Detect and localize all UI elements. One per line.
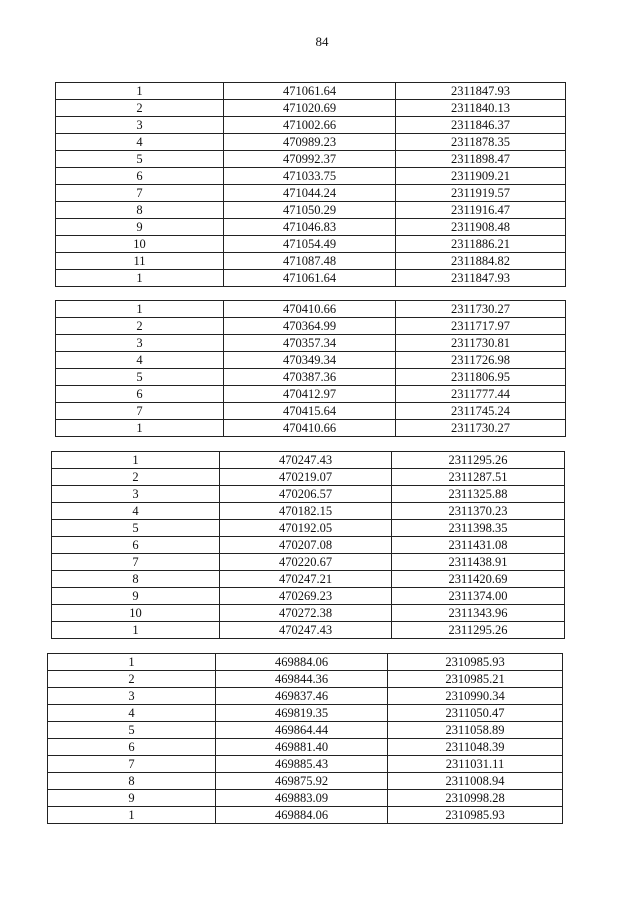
table-row (52, 537, 565, 554)
point-number-cell: 1 (48, 807, 216, 824)
point-number-cell: 2 (48, 671, 216, 688)
x-coordinate-cell: 469837.46 (216, 688, 388, 705)
table-row (52, 520, 565, 537)
y-coordinate-cell: 2310985.93 (388, 807, 563, 824)
x-coordinate-cell: 470989.23 (224, 134, 396, 151)
point-number-cell: 7 (56, 185, 224, 202)
point-number-cell: 2 (56, 100, 224, 117)
table-row (48, 739, 563, 756)
point-number-cell: 3 (56, 117, 224, 134)
table-row (56, 83, 566, 100)
point-number-cell: 1 (56, 301, 224, 318)
y-coordinate-cell: 2311287.51 (392, 469, 565, 486)
y-coordinate-cell: 2311008.94 (388, 773, 563, 790)
point-number-cell: 5 (48, 722, 216, 739)
point-number-cell: 11 (56, 253, 224, 270)
point-number-cell: 3 (56, 335, 224, 352)
table-row (48, 688, 563, 705)
x-coordinate-cell: 469885.43 (216, 756, 388, 773)
point-number-cell: 7 (56, 403, 224, 420)
table-row (52, 588, 565, 605)
y-coordinate-cell: 2310990.34 (388, 688, 563, 705)
y-coordinate-cell: 2311058.89 (388, 722, 563, 739)
point-number-cell: 1 (52, 622, 220, 639)
x-coordinate-cell: 471046.83 (224, 219, 396, 236)
point-number-cell: 3 (48, 688, 216, 705)
y-coordinate-cell: 2311878.35 (396, 134, 566, 151)
x-coordinate-cell: 471020.69 (224, 100, 396, 117)
table-row (56, 318, 566, 335)
table-row (52, 571, 565, 588)
x-coordinate-cell: 470364.99 (224, 318, 396, 335)
y-coordinate-cell: 2311898.47 (396, 151, 566, 168)
x-coordinate-cell: 470410.66 (224, 301, 396, 318)
x-coordinate-cell: 470182.15 (220, 503, 392, 520)
table-row (52, 554, 565, 571)
x-coordinate-cell: 470992.37 (224, 151, 396, 168)
point-number-cell: 1 (56, 420, 224, 437)
y-coordinate-cell: 2311745.24 (396, 403, 566, 420)
x-coordinate-cell: 470192.05 (220, 520, 392, 537)
table-row (48, 756, 563, 773)
x-coordinate-cell: 471054.49 (224, 236, 396, 253)
table-row (52, 452, 565, 469)
x-coordinate-cell: 469884.06 (216, 654, 388, 671)
point-number-cell: 8 (52, 571, 220, 588)
x-coordinate-cell: 470207.08 (220, 537, 392, 554)
y-coordinate-cell: 2310985.21 (388, 671, 563, 688)
x-coordinate-cell: 469884.06 (216, 807, 388, 824)
table-row (56, 185, 566, 202)
x-coordinate-cell: 471002.66 (224, 117, 396, 134)
point-number-cell: 9 (48, 790, 216, 807)
y-coordinate-cell: 2311420.69 (392, 571, 565, 588)
y-coordinate-cell: 2311730.81 (396, 335, 566, 352)
table-row (56, 202, 566, 219)
x-coordinate-cell: 470272.38 (220, 605, 392, 622)
x-coordinate-cell: 469819.35 (216, 705, 388, 722)
x-coordinate-cell: 470247.43 (220, 622, 392, 639)
point-number-cell: 4 (56, 134, 224, 151)
x-coordinate-cell: 470357.34 (224, 335, 396, 352)
y-coordinate-cell: 2311048.39 (388, 739, 563, 756)
y-coordinate-cell: 2311909.21 (396, 168, 566, 185)
y-coordinate-cell: 2311370.23 (392, 503, 565, 520)
table-row (56, 117, 566, 134)
point-number-cell: 4 (48, 705, 216, 722)
y-coordinate-cell: 2310998.28 (388, 790, 563, 807)
point-number-cell: 7 (48, 756, 216, 773)
point-number-cell: 6 (48, 739, 216, 756)
point-number-cell: 3 (52, 486, 220, 503)
point-number-cell: 7 (52, 554, 220, 571)
x-coordinate-cell: 470387.36 (224, 369, 396, 386)
coordinates-table-3 (51, 451, 565, 639)
table-row (52, 486, 565, 503)
x-coordinate-cell: 471050.29 (224, 202, 396, 219)
x-coordinate-cell: 470219.07 (220, 469, 392, 486)
point-number-cell: 5 (56, 151, 224, 168)
y-coordinate-cell: 2311884.82 (396, 253, 566, 270)
x-coordinate-cell: 471033.75 (224, 168, 396, 185)
x-coordinate-cell: 469881.40 (216, 739, 388, 756)
y-coordinate-cell: 2311031.11 (388, 756, 563, 773)
point-number-cell: 9 (56, 219, 224, 236)
table-row (56, 168, 566, 185)
x-coordinate-cell: 471061.64 (224, 270, 396, 287)
x-coordinate-cell: 470247.43 (220, 452, 392, 469)
y-coordinate-cell: 2311374.00 (392, 588, 565, 605)
y-coordinate-cell: 2311343.96 (392, 605, 565, 622)
table-row (52, 622, 565, 639)
page-number: 84 (315, 34, 329, 49)
table-row (56, 403, 566, 420)
point-number-cell: 1 (52, 452, 220, 469)
point-number-cell: 9 (52, 588, 220, 605)
table-row (52, 503, 565, 520)
y-coordinate-cell: 2311777.44 (396, 386, 566, 403)
table-row (48, 790, 563, 807)
x-coordinate-cell: 471087.48 (224, 253, 396, 270)
y-coordinate-cell: 2311840.13 (396, 100, 566, 117)
point-number-cell: 5 (56, 369, 224, 386)
table-row (56, 335, 566, 352)
table-row (52, 605, 565, 622)
table-row (56, 219, 566, 236)
y-coordinate-cell: 2311295.26 (392, 452, 565, 469)
point-number-cell: 4 (52, 503, 220, 520)
point-number-cell: 1 (56, 83, 224, 100)
point-number-cell: 2 (56, 318, 224, 335)
y-coordinate-cell: 2311398.35 (392, 520, 565, 537)
table-row (56, 420, 566, 437)
table-row (56, 386, 566, 403)
y-coordinate-cell: 2310985.93 (388, 654, 563, 671)
coordinates-table-1 (55, 82, 566, 287)
y-coordinate-cell: 2311717.97 (396, 318, 566, 335)
y-coordinate-cell: 2311847.93 (396, 83, 566, 100)
y-coordinate-cell: 2311726.98 (396, 352, 566, 369)
table-row (56, 236, 566, 253)
point-number-cell: 4 (56, 352, 224, 369)
table-row (56, 301, 566, 318)
x-coordinate-cell: 470412.97 (224, 386, 396, 403)
table-row (56, 134, 566, 151)
y-coordinate-cell: 2311730.27 (396, 301, 566, 318)
x-coordinate-cell: 470349.34 (224, 352, 396, 369)
x-coordinate-cell: 470269.23 (220, 588, 392, 605)
table-row (56, 151, 566, 168)
point-number-cell: 2 (52, 469, 220, 486)
table-row (48, 654, 563, 671)
x-coordinate-cell: 469883.09 (216, 790, 388, 807)
table-row (56, 270, 566, 287)
point-number-cell: 6 (52, 537, 220, 554)
table-row (56, 100, 566, 117)
table-row (56, 369, 566, 386)
x-coordinate-cell: 470220.67 (220, 554, 392, 571)
table-row (48, 807, 563, 824)
coordinates-table-2 (55, 300, 566, 437)
point-number-cell: 8 (56, 202, 224, 219)
x-coordinate-cell: 469864.44 (216, 722, 388, 739)
point-number-cell: 5 (52, 520, 220, 537)
table-row (52, 469, 565, 486)
table-row (48, 773, 563, 790)
y-coordinate-cell: 2311050.47 (388, 705, 563, 722)
table-row (48, 671, 563, 688)
table-row (56, 253, 566, 270)
point-number-cell: 1 (56, 270, 224, 287)
x-coordinate-cell: 471044.24 (224, 185, 396, 202)
y-coordinate-cell: 2311431.08 (392, 537, 565, 554)
y-coordinate-cell: 2311730.27 (396, 420, 566, 437)
x-coordinate-cell: 470410.66 (224, 420, 396, 437)
table-row (56, 352, 566, 369)
x-coordinate-cell: 470247.21 (220, 571, 392, 588)
coordinates-table-4 (47, 653, 563, 824)
point-number-cell: 1 (48, 654, 216, 671)
y-coordinate-cell: 2311438.91 (392, 554, 565, 571)
table-row (48, 722, 563, 739)
y-coordinate-cell: 2311916.47 (396, 202, 566, 219)
y-coordinate-cell: 2311847.93 (396, 270, 566, 287)
point-number-cell: 6 (56, 168, 224, 185)
y-coordinate-cell: 2311908.48 (396, 219, 566, 236)
x-coordinate-cell: 470206.57 (220, 486, 392, 503)
y-coordinate-cell: 2311919.57 (396, 185, 566, 202)
point-number-cell: 6 (56, 386, 224, 403)
x-coordinate-cell: 469844.36 (216, 671, 388, 688)
point-number-cell: 10 (56, 236, 224, 253)
table-row (48, 705, 563, 722)
x-coordinate-cell: 471061.64 (224, 83, 396, 100)
y-coordinate-cell: 2311846.37 (396, 117, 566, 134)
y-coordinate-cell: 2311325.88 (392, 486, 565, 503)
y-coordinate-cell: 2311295.26 (392, 622, 565, 639)
x-coordinate-cell: 470415.64 (224, 403, 396, 420)
point-number-cell: 8 (48, 773, 216, 790)
x-coordinate-cell: 469875.92 (216, 773, 388, 790)
point-number-cell: 10 (52, 605, 220, 622)
y-coordinate-cell: 2311886.21 (396, 236, 566, 253)
y-coordinate-cell: 2311806.95 (396, 369, 566, 386)
